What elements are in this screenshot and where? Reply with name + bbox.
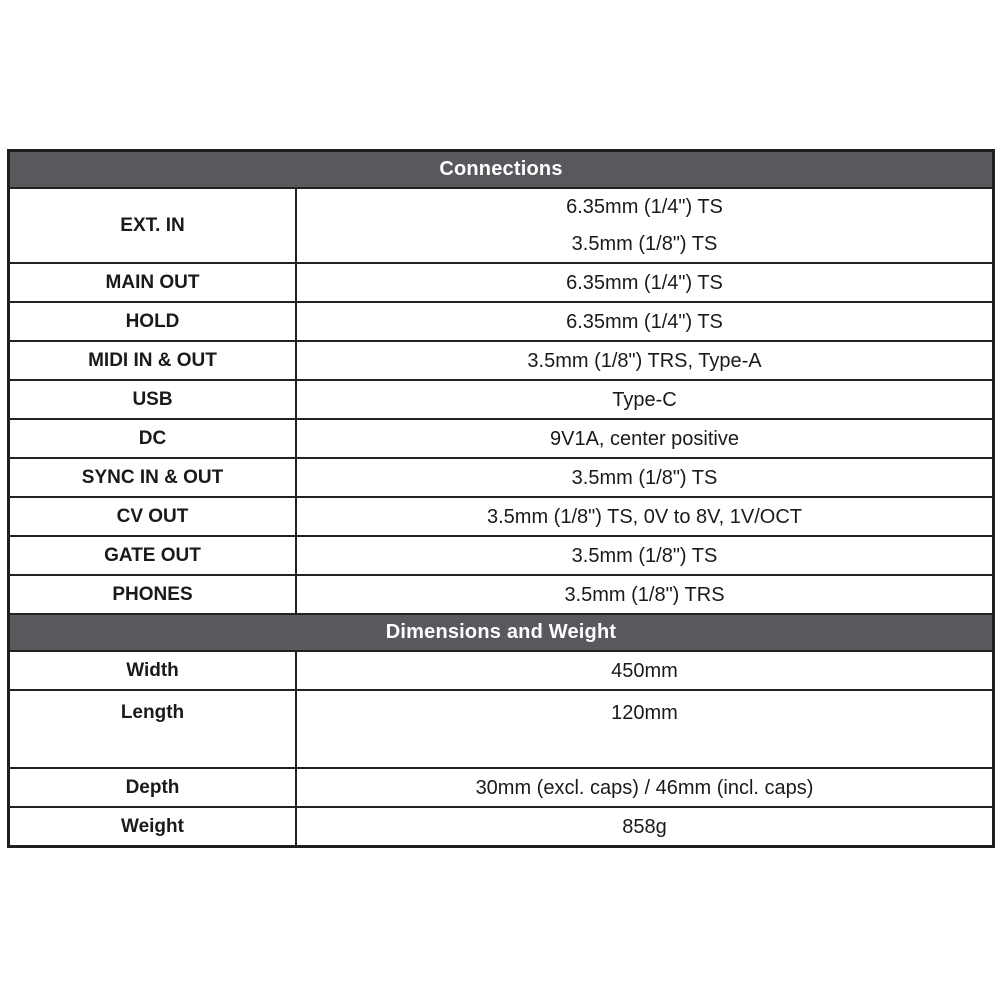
value-line: 3.5mm (1/8") TS (571, 233, 718, 255)
row-label (10, 576, 297, 613)
row-value (297, 264, 992, 301)
row-label (10, 381, 297, 418)
label-text: CV OUT (116, 505, 189, 527)
value-text: 6.35mm (1/4") TS (566, 271, 723, 294)
value-text: 858g (622, 815, 667, 838)
label-text: HOLD (125, 310, 180, 332)
row-ext-in (10, 187, 992, 262)
row-phones (10, 574, 992, 613)
row-label (10, 691, 297, 767)
row-usb (10, 379, 992, 418)
value-text: 3.5mm (1/8") TS (571, 466, 718, 489)
label-text: EXT. IN (120, 214, 185, 236)
row-value (297, 459, 992, 496)
row-weight (10, 806, 992, 845)
row-label (10, 537, 297, 574)
label-text: DC (138, 427, 167, 449)
value-text: 9V1A, center positive (550, 427, 739, 450)
row-value (297, 808, 992, 845)
row-value (297, 652, 992, 689)
value-text: 3.5mm (1/8") TRS, Type-A (527, 349, 762, 372)
value-text: 6.35mm (1/4") TS (566, 310, 723, 333)
row-depth (10, 767, 992, 806)
row-sync-in-out (10, 457, 992, 496)
value-text: 3.5mm (1/8") TRS (564, 583, 725, 606)
row-label (10, 420, 297, 457)
row-value (297, 303, 992, 340)
label-text: USB (132, 388, 173, 410)
row-label (10, 808, 297, 845)
row-label (10, 459, 297, 496)
label-text: Weight (121, 815, 184, 837)
label-text: MIDI IN & OUT (88, 349, 217, 371)
value-text: 450mm (611, 659, 678, 682)
label-text: GATE OUT (104, 544, 201, 566)
value-text: 120mm (611, 702, 678, 724)
label-text: PHONES (112, 583, 193, 605)
row-main-out (10, 262, 992, 301)
row-value (297, 537, 992, 574)
section-header-dimensions (10, 613, 992, 650)
row-length (10, 689, 992, 767)
row-value (297, 576, 992, 613)
spec-table (7, 149, 995, 848)
row-value (297, 498, 992, 535)
row-label (10, 264, 297, 301)
value-text: 3.5mm (1/8") TS (571, 544, 718, 567)
row-label (10, 652, 297, 689)
row-value (297, 769, 992, 806)
row-value (297, 189, 992, 262)
row-value (297, 342, 992, 379)
row-value (297, 691, 992, 767)
row-hold (10, 301, 992, 340)
row-label (10, 498, 297, 535)
row-label (10, 342, 297, 379)
row-midi-in-out (10, 340, 992, 379)
row-value (297, 381, 992, 418)
value-text: 3.5mm (1/8") TS, 0V to 8V, 1V/OCT (487, 505, 802, 528)
value-text: 30mm (excl. caps) / 46mm (incl. caps) (475, 776, 814, 799)
row-label (10, 189, 297, 262)
label-text: SYNC IN & OUT (81, 466, 224, 488)
row-label (10, 769, 297, 806)
label-text: Length (120, 702, 185, 723)
row-value (297, 420, 992, 457)
row-gate-out (10, 535, 992, 574)
label-text: MAIN OUT (105, 271, 200, 293)
row-dc (10, 418, 992, 457)
section-header-connections (10, 152, 992, 187)
value-text: Type-C (612, 388, 677, 411)
row-width (10, 650, 992, 689)
label-text: Width (126, 659, 179, 681)
row-cv-out (10, 496, 992, 535)
section-title-connections: Connections (439, 158, 563, 180)
value-line: 6.35mm (1/4") TS (566, 196, 723, 218)
section-title-dimensions: Dimensions and Weight (385, 621, 617, 643)
row-label (10, 303, 297, 340)
label-text: Depth (125, 776, 180, 798)
